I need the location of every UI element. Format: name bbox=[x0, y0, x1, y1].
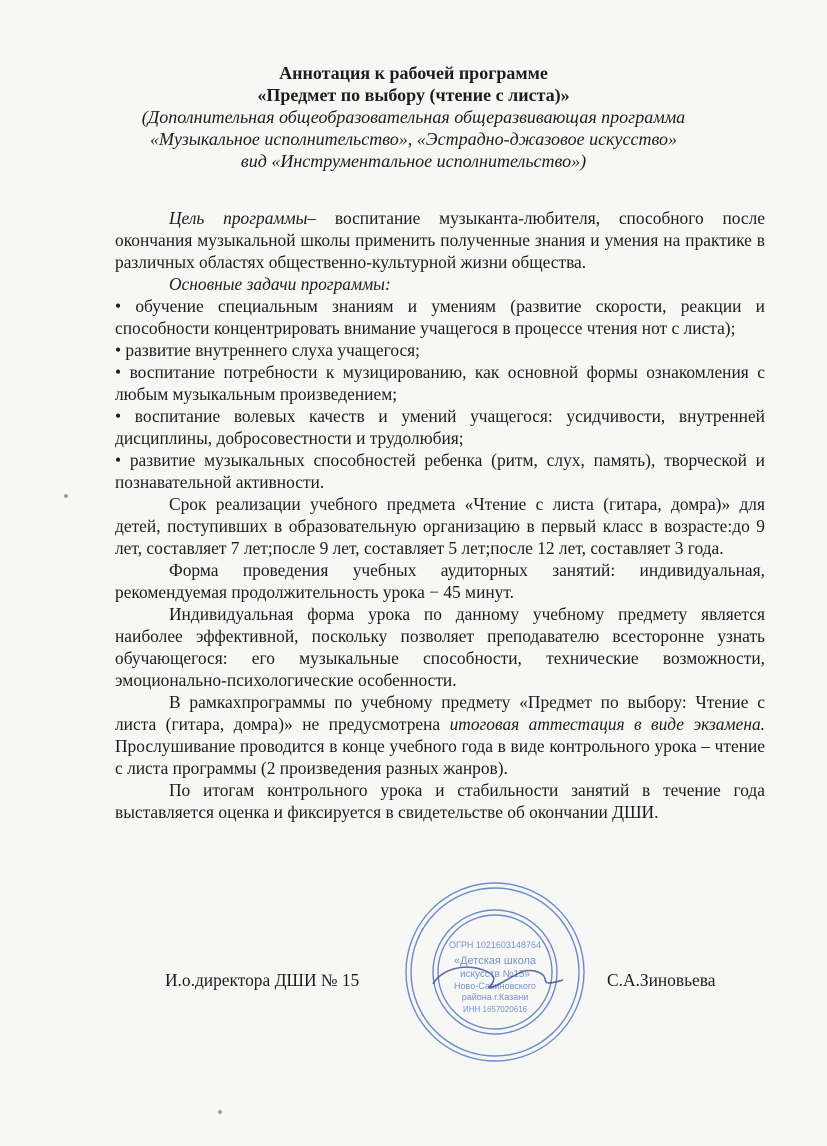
goal-label: Цель программы– bbox=[169, 208, 317, 228]
scan-speck bbox=[64, 494, 68, 498]
scan-speck bbox=[218, 1110, 222, 1114]
document-header bbox=[0, 62, 827, 172]
task-item: • обучение специальным знаниям и умениям (развитие скорости, реакции и способности концентрировать внимание учащегося в процессе чтения нот с листа); bbox=[115, 296, 765, 338]
subtitle-line-2: «Музыкальное исполнительство», «Эстрадно-джазовое искусство» bbox=[149, 129, 678, 149]
signature-name: С.А.Зиновьева bbox=[607, 970, 716, 990]
tasks-label: Основные задачи программы: bbox=[169, 274, 391, 294]
stamp-text-1: «Детская школа bbox=[453, 955, 537, 967]
title-line-2: «Предмет по выбору (чтение с листа)» bbox=[257, 85, 570, 105]
task-item: • воспитание волевых качеств и умений учащегося: усидчивости, внутренней дисциплины, добросовестности и трудолюбия; bbox=[115, 406, 765, 448]
attestation-italic: итоговая аттестация в виде экзамена. bbox=[449, 714, 765, 734]
stamp-inn: ИНН 1657020616 bbox=[462, 1005, 528, 1014]
stamp-ogrn: ОГРН 1021603148764 bbox=[449, 940, 541, 950]
goal-paragraph bbox=[115, 207, 765, 273]
task-item: • воспитание потребности к музицированию, как основной формы ознакомления с любым музыкальным произведением; bbox=[115, 362, 765, 404]
goal-text: воспитание музыканта-любителя, способного после окончания музыкальной школы применить полученные знания и умения на практике в различных областях общественно-культурной жизни общества. bbox=[115, 208, 765, 272]
task-item: • развитие музыкальных способностей ребенка (ритм, слух, память), творческой и познавательной активности. bbox=[115, 450, 765, 492]
attestation-paragraph bbox=[115, 691, 765, 779]
subtitle-line-1: (Дополнительная общеобразовательная общеразвивающая программа bbox=[141, 107, 686, 127]
subtitle-line-3: вид «Инструментальное исполнительство») bbox=[240, 151, 587, 171]
stamp-text-2: искусств №15» bbox=[459, 969, 531, 980]
stamp-text-3: Ново-Савиновского bbox=[454, 981, 536, 991]
attestation-text-end: Прослушивание проводится в конце учебного года в виде контрольного урока – чтение с листа программы (2 произведения разных жанров). bbox=[115, 736, 765, 778]
title-line-1: Аннотация к рабочей программе bbox=[279, 63, 548, 83]
signature-position: И.о.директора ДШИ № 15 bbox=[165, 970, 360, 990]
stamp-text-4: района г.Казани bbox=[461, 992, 529, 1002]
official-stamp bbox=[403, 880, 588, 1065]
attestation-text: В рамкахпрограммы по учебному предмету «Предмет по выбору: Чтение с листа (гитара, домра)» не предусмотрена bbox=[115, 692, 765, 734]
form-paragraph: Форма проведения учебных аудиторных занятий: индивидуальная, рекомендуемая продолжительность урока − 45 минут. bbox=[115, 560, 765, 602]
final-paragraph: По итогам контрольного урока и стабильности занятий в течение года выставляется оценка и фиксируется в свидетельстве об окончании ДШИ. bbox=[115, 780, 765, 822]
task-item: • развитие внутреннего слуха учащегося; bbox=[115, 340, 420, 360]
individual-paragraph: Индивидуальная форма урока по данному учебному предмету является наиболее эффективной, поскольку позволяет преподавателю всесторонне узнать обучающегося: его музыкальные способности, технические возможности, эмоционально-психологические особенности. bbox=[115, 604, 765, 690]
duration-paragraph: Срок реализации учебного предмета «Чтение с листа (гитара, домра)» для детей, поступивших в образовательную организацию в первый класс в возрасте:до 9 лет, составляет 7 лет;после 9 лет, составляет 5 лет;после 12 лет, составляет 3 года. bbox=[115, 494, 765, 558]
document-body bbox=[115, 207, 765, 823]
